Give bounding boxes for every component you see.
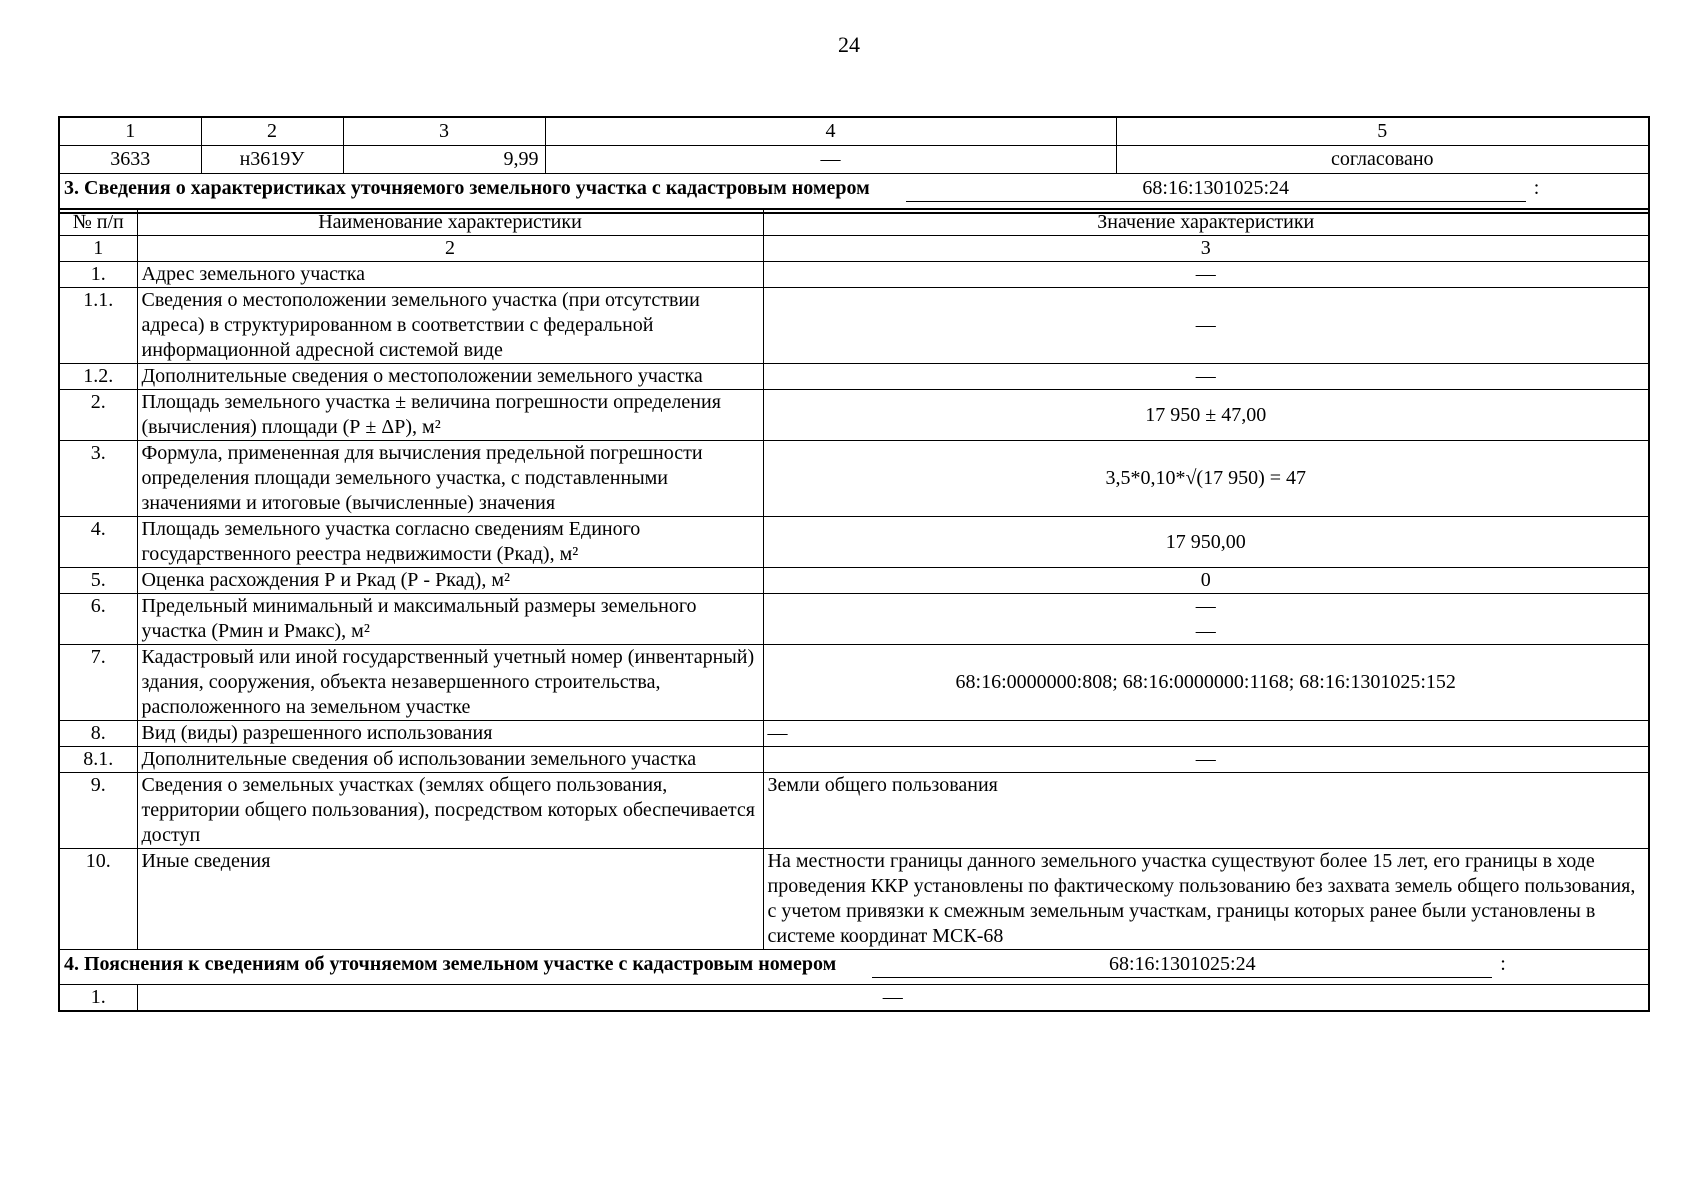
section3-colon: : (1533, 177, 1540, 199)
row-number: 8. (59, 721, 137, 747)
row-number: 8.1. (59, 747, 137, 773)
row-number: 7. (59, 645, 137, 721)
table-row (59, 747, 1649, 773)
section3-title: 3. Сведения о характеристиках уточняемого земельного участка с кадастровым номером (64, 177, 870, 199)
row-value: — (763, 288, 1649, 364)
section4-title-row (59, 950, 1649, 985)
parts-table (58, 116, 1650, 214)
row-name: Формула, примененная для вычисления предельной погрешности определения площади земельного участка, с подставленными значениями и итоговые (вычисленные) значения (137, 441, 763, 517)
row-value: 68:16:0000000:808; 68:16:0000000:1168; 68:16:1301025:152 (763, 645, 1649, 721)
col-header: 3 (343, 117, 545, 146)
row-name: Сведения о местоположении земельного участка (при отсутствии адреса) в структурированном в соответствии с федеральной информационной адресной системой виде (137, 288, 763, 364)
col-header-name: Наименование характеристики (137, 209, 763, 236)
table-row (59, 985, 1649, 1012)
row-value: 17 950,00 (763, 517, 1649, 568)
row-number: 3. (59, 441, 137, 517)
row-name: Площадь земельного участка ± величина погрешности определения (вычисления) площади (Р ± ΔР), м² (137, 390, 763, 441)
row-name: Площадь земельного участка согласно сведениям Единого государственного реестра недвижимости (Ркад), м² (137, 517, 763, 568)
part-designation: н3619У (201, 146, 343, 174)
row-value: — (763, 364, 1649, 390)
row-number: 1. (59, 262, 137, 288)
table-row (59, 288, 1649, 364)
col-index: 2 (137, 236, 763, 262)
row-value: Земли общего пользования (763, 773, 1649, 849)
col-header-number: № п/п (59, 209, 137, 236)
col-header: 5 (1116, 117, 1649, 146)
table-row (59, 645, 1649, 721)
section3-cadastral-number: 68:16:1301025:24 (906, 176, 1526, 202)
table-row (59, 568, 1649, 594)
part-info: — (545, 146, 1116, 174)
table-row (59, 773, 1649, 849)
row-name: Иные сведения (137, 849, 763, 950)
approval-status: согласовано (1116, 146, 1649, 174)
row-value: 0 (763, 568, 1649, 594)
table-row (59, 390, 1649, 441)
point-number: 3633 (59, 146, 201, 174)
row-value: — (763, 721, 1649, 747)
section4-cadastral-number: 68:16:1301025:24 (872, 952, 1492, 978)
row-value-max: — (1195, 620, 1216, 642)
col-header-value: Значение характеристики (763, 209, 1649, 236)
row-name: Оценка расхождения Р и Ркад (Р - Ркад), м² (137, 568, 763, 594)
section4-title: 4. Пояснения к сведениям об уточняемом земельном участке с кадастровым номером (64, 953, 837, 975)
characteristics-header-row (59, 209, 1649, 236)
row-name: Вид (виды) разрешенного использования (137, 721, 763, 747)
table-row (59, 262, 1649, 288)
row-value: 3,5*0,10*√(17 950) = 47 (763, 441, 1649, 517)
row-number: 4. (59, 517, 137, 568)
row-number: 2. (59, 390, 137, 441)
row-number: 1.1. (59, 288, 137, 364)
table-row (59, 721, 1649, 747)
table-row (59, 594, 1649, 645)
row-name: Дополнительные сведения о местоположении земельного участка (137, 364, 763, 390)
parts-row (59, 146, 1649, 174)
row-number: 9. (59, 773, 137, 849)
row-value: — (763, 262, 1649, 288)
row-value: На местности границы данного земельного участка существуют более 15 лет, его границы в ходе проведения ККР установлены по фактическому пользованию без захвата земель общего пользования, с учетом привязки к смежным земельным участкам, границы которых ранее были установлены в системе координат МСК-68 (763, 849, 1649, 950)
page-number: 24 (838, 32, 860, 57)
row-number: 10. (59, 849, 137, 950)
characteristics-table (58, 208, 1650, 1012)
row-value: — (137, 985, 1649, 1012)
col-header: 1 (59, 117, 201, 146)
row-value: — (763, 747, 1649, 773)
col-index: 1 (59, 236, 137, 262)
row-number: 1.2. (59, 364, 137, 390)
section4-colon: : (1500, 953, 1506, 975)
table-row (59, 849, 1649, 950)
col-header: 2 (201, 117, 343, 146)
part-area: 9,99 (343, 146, 545, 174)
row-value-min: — (1195, 595, 1216, 617)
col-index: 3 (763, 236, 1649, 262)
table-row (59, 517, 1649, 568)
row-number: 1. (59, 985, 137, 1012)
row-number: 5. (59, 568, 137, 594)
table-row (59, 364, 1649, 390)
row-value: 17 950 ± 47,00 (763, 390, 1649, 441)
row-name: Предельный минимальный и максимальный размеры земельного участка (Рмин и Рмакс), м² (137, 594, 763, 645)
parts-header-row (59, 117, 1649, 146)
row-name: Адрес земельного участка (137, 262, 763, 288)
row-name: Кадастровый или иной государственный учетный номер (инвентарный) здания, сооружения, объекта незавершенного строительства, расположенного на земельном участке (137, 645, 763, 721)
row-name: Сведения о земельных участках (землях общего пользования, территории общего пользования), посредством которых обеспечивается доступ (137, 773, 763, 849)
table-row (59, 441, 1649, 517)
characteristics-numbers-row (59, 236, 1649, 262)
row-name: Дополнительные сведения об использовании земельного участка (137, 747, 763, 773)
row-number: 6. (59, 594, 137, 645)
col-header: 4 (545, 117, 1116, 146)
